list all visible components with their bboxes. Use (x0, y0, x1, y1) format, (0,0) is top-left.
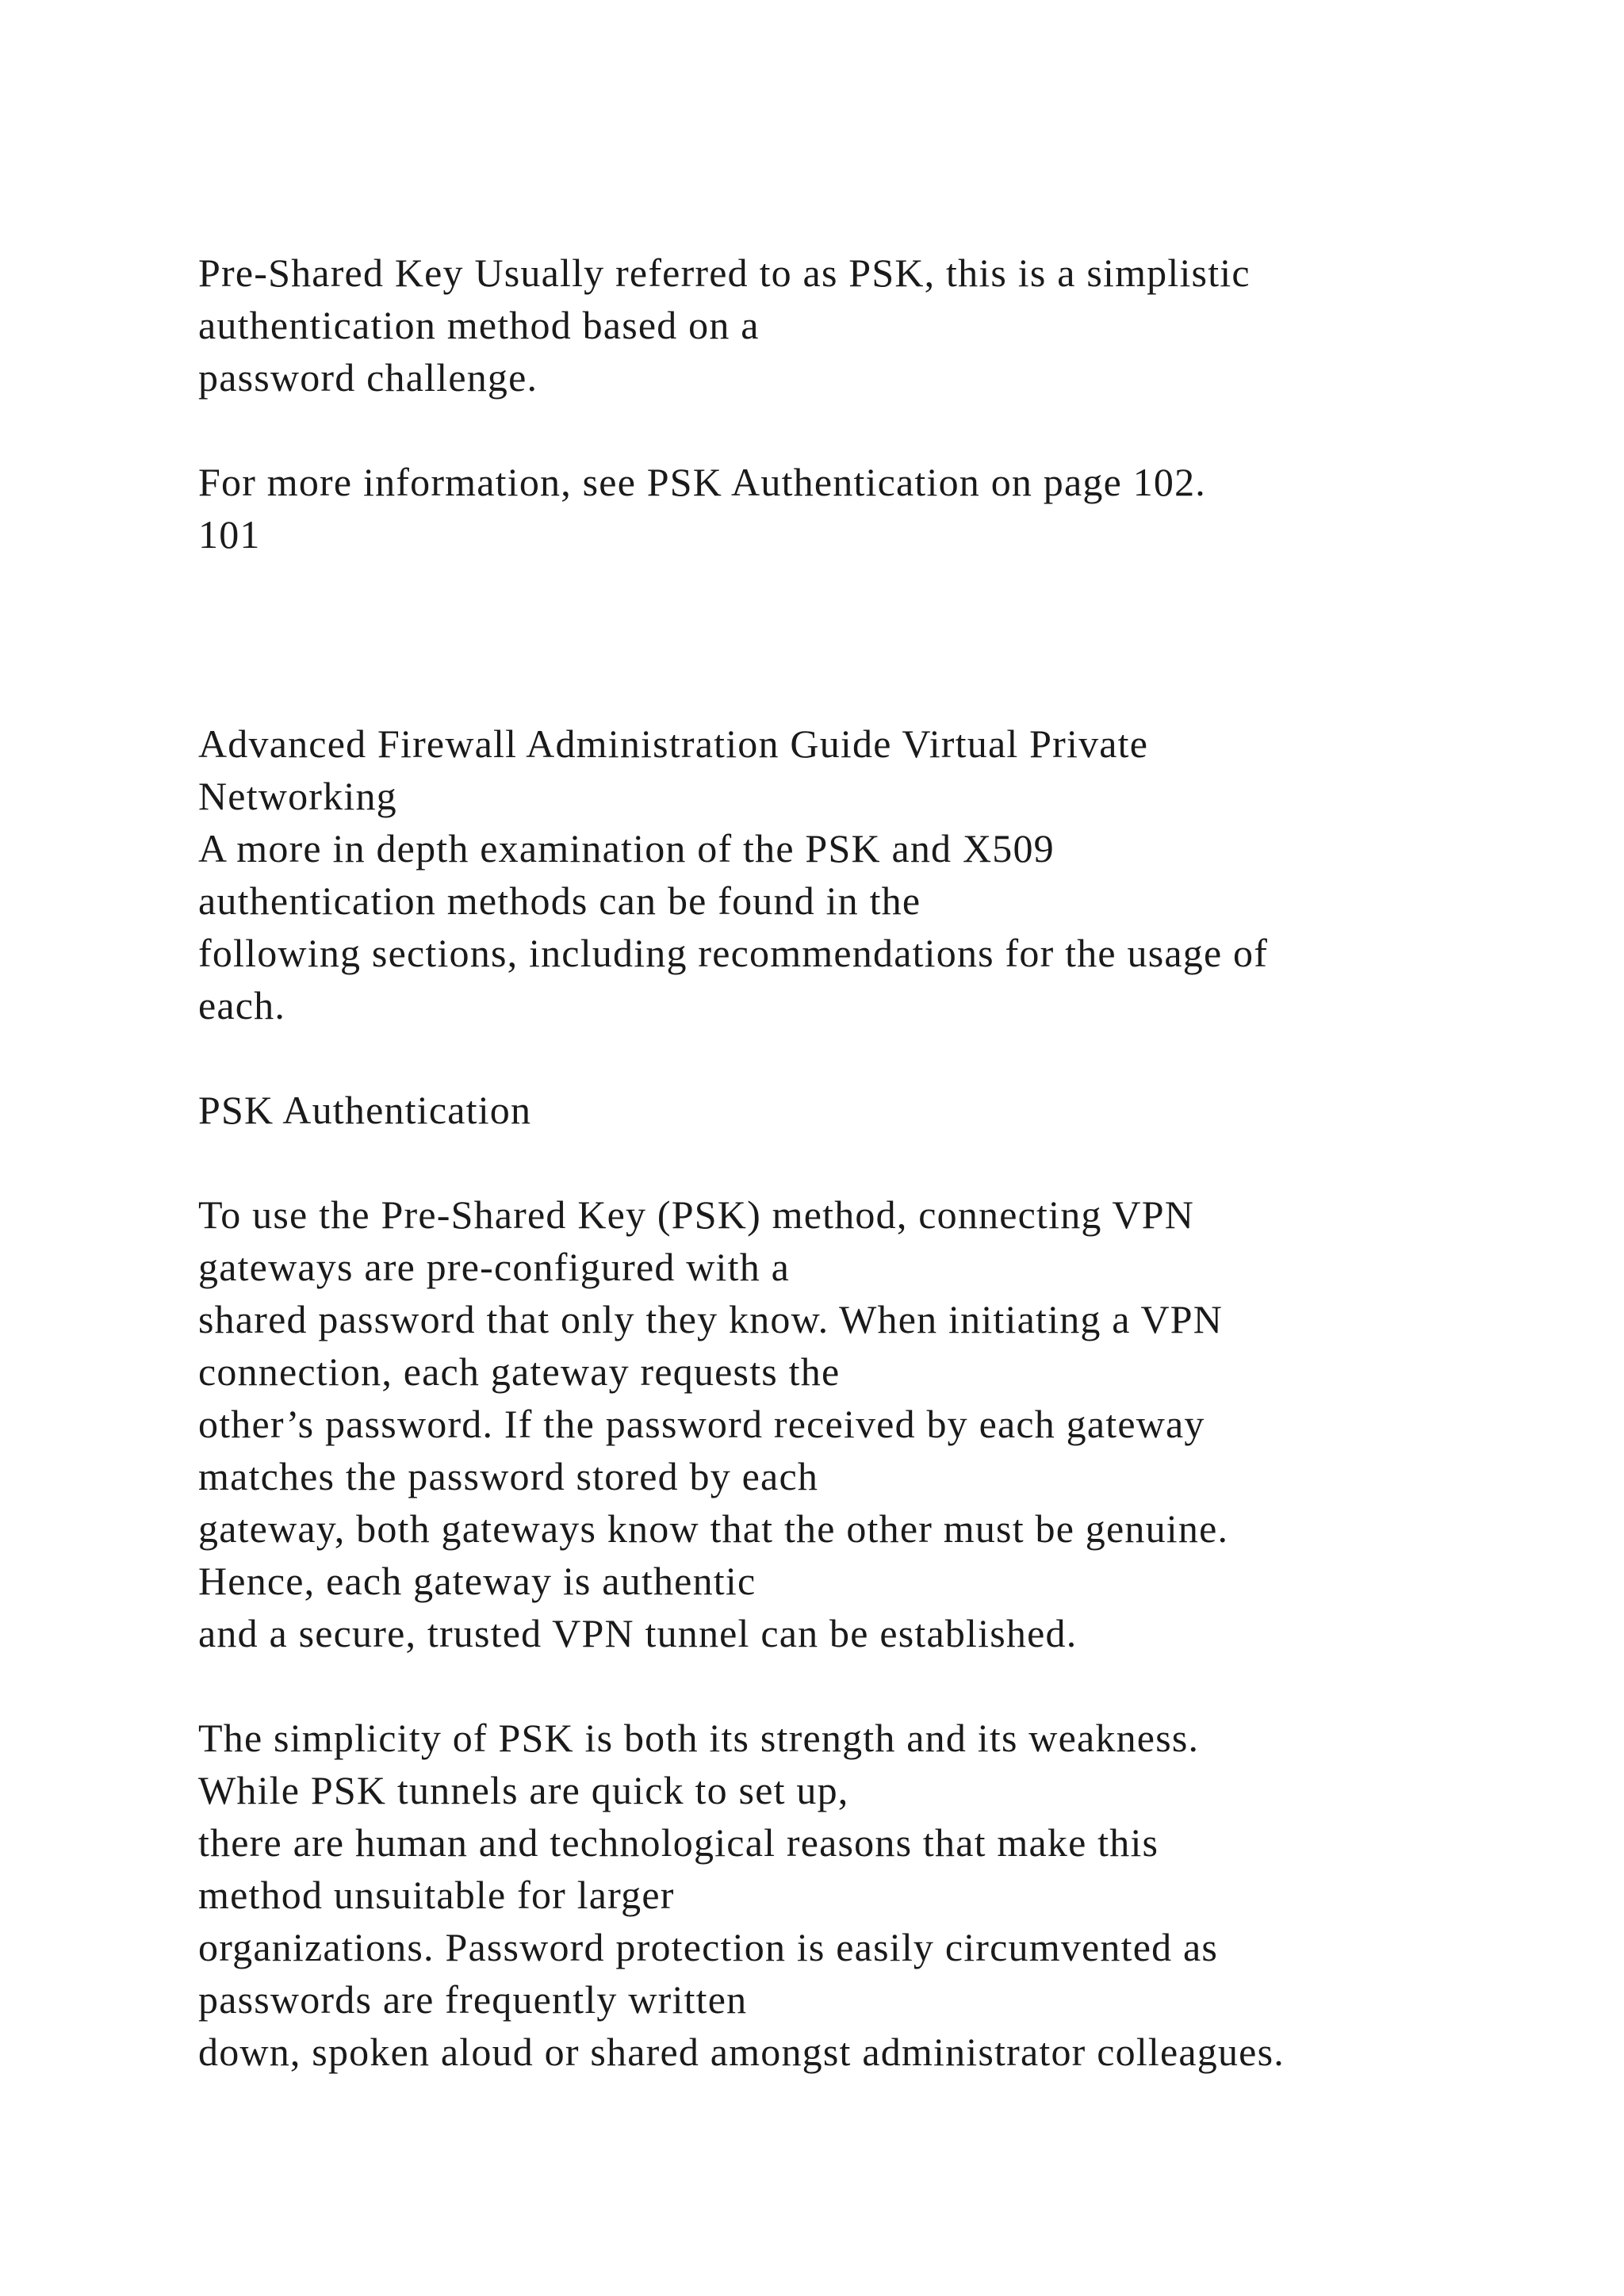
text-line: there are human and technological reasons that make this (198, 1820, 1159, 1865)
text-line: and a secure, trusted VPN tunnel can be established. (198, 1611, 1078, 1655)
blank-line (198, 404, 1546, 456)
paragraph-psk-definition (198, 247, 1546, 404)
text-line: gateway, both gateways know that the other must be genuine. (198, 1506, 1229, 1551)
running-header: Networking (198, 774, 397, 818)
blank-line (198, 613, 1546, 665)
text-line: organizations. Password protection is easily circumvented as (198, 1925, 1219, 1969)
text-line: While PSK tunnels are quick to set up, (198, 1768, 849, 1812)
text-line: matches the password stored by each (198, 1454, 819, 1498)
text-line: each. (198, 983, 286, 1027)
page-number: 101 (198, 512, 261, 557)
section-heading (198, 1084, 1546, 1136)
text-line: down, spoken aloud or shared amongst administrator colleagues. (198, 2030, 1285, 2074)
running-header: Advanced Firewall Administration Guide Virtual Private (198, 721, 1149, 766)
text-line: Pre-Shared Key Usually referred to as PSK, this is a simplistic (198, 251, 1251, 295)
text-line: method unsuitable for larger (198, 1873, 675, 1917)
paragraph-more-info (198, 456, 1546, 561)
text-line: The simplicity of PSK is both its strength and its weakness. (198, 1716, 1200, 1760)
blank-line (198, 665, 1546, 718)
text-line: shared password that only they know. When initiating a VPN (198, 1297, 1224, 1341)
paragraph-psk-method (198, 1188, 1546, 1659)
text-line: To use the Pre-Shared Key (PSK) method, connecting VPN (198, 1192, 1195, 1237)
document-text (198, 247, 1546, 2078)
blank-line (198, 1136, 1546, 1188)
text-line: Hence, each gateway is authentic (198, 1559, 756, 1603)
heading-psk-authentication: PSK Authentication (198, 1088, 532, 1132)
text-line: authentication methods can be found in the (198, 878, 921, 923)
text-line: passwords are frequently written (198, 1977, 748, 2022)
paragraph-guide-header (198, 718, 1546, 1031)
text-line: password challenge. (198, 355, 538, 400)
text-line: authentication method based on a (198, 303, 760, 347)
blank-line (198, 1031, 1546, 1084)
blank-line (198, 561, 1546, 613)
text-line: gateways are pre-configured with a (198, 1245, 791, 1289)
text-line: For more information, see PSK Authentication on page 102. (198, 460, 1206, 504)
text-line: connection, each gateway requests the (198, 1349, 841, 1394)
blank-line (198, 1659, 1546, 1712)
paragraph-psk-weakness (198, 1712, 1546, 2078)
text-line: other’s password. If the password received by each gateway (198, 1402, 1205, 1446)
text-line: A more in depth examination of the PSK and X509 (198, 826, 1055, 871)
text-line: following sections, including recommendations for the usage of (198, 931, 1269, 975)
